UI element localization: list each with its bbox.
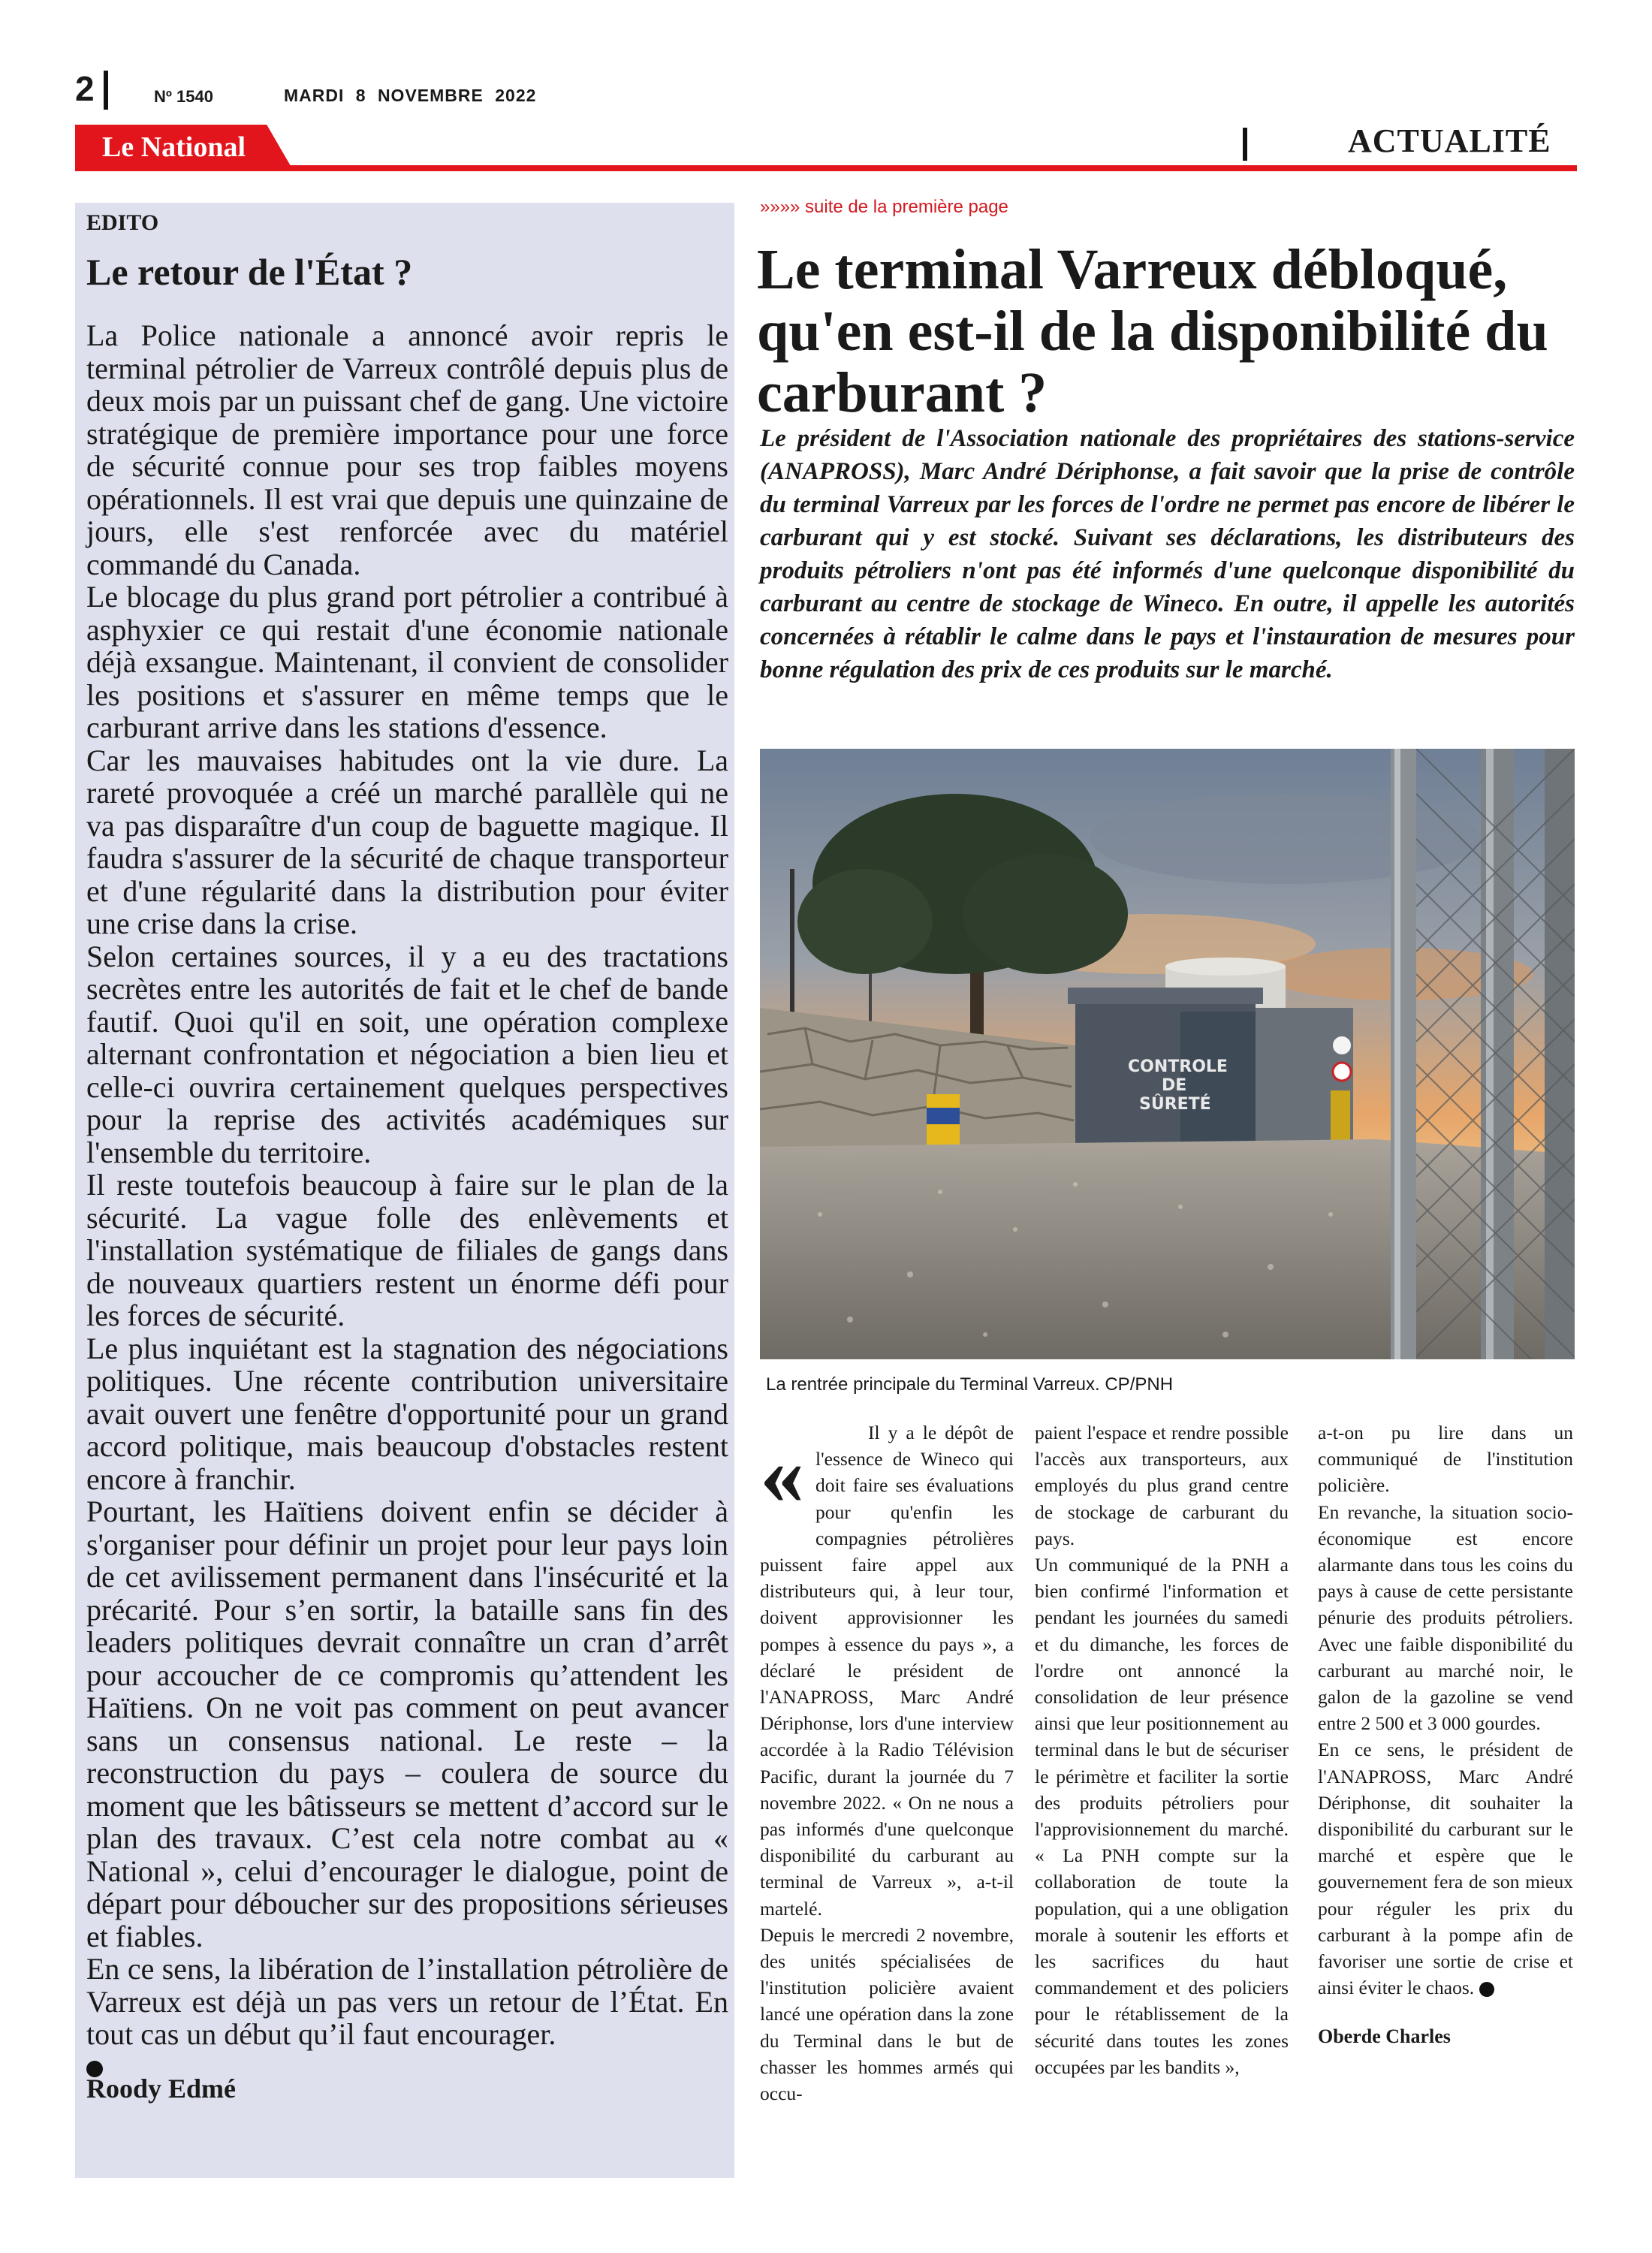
edito-paragraph: La Police nationale a annoncé avoir repris le terminal pétrolier de Varreux contrôlé depuis plus de deux mois par un puissant chef de gang. Une victoire stratégique de première importance pour une force de sécurité connue pour ses trop faibles moyens opérationnels. Il est vrai que depuis une quinzaine de jours, elle s'est renforcée avec du matériel commandé du Canada.	[86, 318, 728, 581]
edito-paragraph: Le plus inquiétant est la stagnation des négociations politiques. Une récente contribution universitaire avait ouvert une fenêtre d'opportunité pour un grand accord politique, mais beaucoup d'obstacles restent encore à franchir.	[86, 1331, 728, 1496]
article-paragraph: paient l'espace et rendre possible l'accès aux transporteurs, aux employés du plus grand centre de stockage de carburant du pays.	[1035, 1422, 1289, 1549]
edito-signature: Roody Edmé	[86, 2074, 237, 2104]
edito-paragraph: Selon certaines sources, il y a eu des tractations secrètes entre les autorités de fait et le chef de bande fautif. Quoi qu'il en soit, une opération complexe alternant confrontation et négociation a bien lieu et celle-ci ouvrira certainement quelques perspectives pour la reprise des activités académiques sur l'ensemble du territoire.	[86, 939, 728, 1169]
edito-paragraph: Pourtant, les Haïtiens doivent enfin se décider à s'organiser pour définir un projet pour leur pays loin de cet avilissement permanent dans l'insécurité et la précarité. Pour s’en sortir, la bataille sans fin des leaders politiques devrait connaître un cran d’arrêt pour accoucher de ce compromis qu’attendent les Haïtiens. On ne voit pas comment on peut avancer sans un consensus national. Le reste – la reconstruction du pays – coulera de source du moment que les bâtisseurs se mettent d’accord sur le plan des travaux. C’est cela notre combat au « National », celui d’encourager le dialogue, point de départ pour déboucher sur des propositions sérieuses et fiables.	[86, 1494, 728, 1953]
article-paragraph-text: En ce sens, le président de l'ANAPROSS, Marc André Dériphonse, dit souhaiter la disponibilité du carburant sur le marché et espère que le gouvernement fera de son mieux pour réguler les prix du carburant à la pompe afin de favoriser une sortie de crise et ainsi éviter le chaos.	[1318, 1739, 1573, 1999]
edito-body	[86, 319, 728, 2083]
sign-line-3: SÛRETÉ	[1139, 1095, 1211, 1114]
sign-line-2: DE	[1162, 1076, 1187, 1095]
page-number-divider	[104, 71, 108, 110]
sign-line-1: CONTROLE	[1128, 1057, 1228, 1076]
article-paragraph: Il y a le dépôt de l'essence de Wineco qui doit faire ses évaluations pour qu'enfin les compagnies pétrolières puissent faire appel aux distributeurs qui, à leur tour, doivent approvisionner les pompes à essence du pays », a déclaré le président de l'ANAPROSS, Marc André Dériphonse, lors d'une interview accordée à la Radio Télévision Pacific, durant la journée du 7 novembre 2022. « On ne nous a pas informés d'une quelconque disponibilité du carburant au terminal de Varreux », a-t-il martelé.	[760, 1422, 1014, 1920]
photo-caption: La rentrée principale du Terminal Varreux. CP/PNH	[766, 1374, 1174, 1395]
article-column-2	[1035, 1419, 1289, 2080]
page-number: 2	[75, 69, 95, 108]
article-paragraph	[1318, 1736, 1573, 2001]
edito-paragraph: Le blocage du plus grand port pétrolier a contribué à asphyxier ce qui restait d'une économie nationale déjà exsangue. Maintenant, il convient de consolider les positions et s'assurer en même temps que le carburant arrive dans les stations d'essence.	[86, 580, 728, 744]
article-paragraph: Depuis le mercredi 2 novembre, des unités spécialisées de l'institution policière avaient lancé une opération dans la zone du Terminal dans le but de chasser les hommes armés qui occu-	[760, 1923, 1014, 2105]
article-paragraph: En revanche, la situation socio-économique est encore alarmante dans tous les coins du pays à cause de cette persistante pénurie des produits pétroliers. Avec une faible disponibilité du carburant au marché noir, le galon de la gazoline se vend entre 2 500 et 3 000 gourdes.	[1318, 1500, 1573, 1735]
edito-paragraph: Il reste toutefois beaucoup à faire sur le plan de la sécurité. La vague folle des enlèvements et l'installation systématique de filiales de gangs dans de nouveaux quartiers restent un énorme défi pour les forces de sécurité.	[86, 1168, 728, 1332]
continued-label: »»»» suite de la première page	[760, 197, 1008, 217]
drop-quote-mark: «	[760, 1425, 804, 1523]
article-column-3	[1318, 1419, 1573, 2050]
header-rule	[75, 165, 1577, 171]
edito-paragraph: Car les mauvaises habitudes ont la vie dure. La rareté provoquée a créé un marché parallèle qui ne va pas disparaître d'un coup de baguette magique. Il faudra s'assurer de la sécurité de chaque transporteur et d'une régularité dans la distribution pour éviter une crise dans la crise.	[86, 743, 728, 940]
section-divider	[1243, 128, 1247, 161]
article-author: Oberde Charles	[1318, 2025, 1451, 2048]
end-mark-icon	[1479, 1982, 1494, 1997]
issue-number: Nº 1540	[154, 87, 213, 106]
edito-kicker: EDITO	[86, 210, 159, 235]
article-paragraph: Un communiqué de la PNH a bien confirmé l'information et pendant les journées du samedi et du dimanche, les forces de l'ordre ont annoncé la consolidation de leur présence ainsi que leur positionnement au terminal dans le but de sécuriser le périmètre et faciliter la sortie des produits pétroliers pour l'approvisionnement du marché. « La PNH compte sur la collaboration de toute la population, qui a une obligation morale à soutenir les efforts et les sacrifices du haut commandement et des policiers pour le rétablissement de la sécurité dans toutes les zones occupées par les bandits »,	[1035, 1554, 1289, 2078]
article-column-1	[760, 1419, 1014, 2107]
issue-date: MARDI 8 NOVEMBRE 2022	[284, 86, 537, 105]
edito-title: Le retour de l'État ?	[86, 251, 413, 293]
article-photo	[760, 749, 1575, 1359]
brand-name: Le National	[102, 131, 246, 163]
article-paragraph: a-t-on pu lire dans un communiqué de l'institution policière.	[1318, 1422, 1573, 1497]
article-headline: Le terminal Varreux débloqué, qu'en est-il de la disponibilité du carburant ?	[757, 238, 1548, 424]
article-standfirst: Le président de l'Association nationale des propriétaires des stations-service (ANAPROSS), Marc André Dériphonse, a fait savoir que la prise de contrôle du terminal Varreux par les forces de l'ordre ne permet pas encore de libérer le carburant qui y est stocké. Suivant ses déclarations, les distributeurs des produits pétroliers n'ont pas été informés d'une quelconque disponibilité du carburant au centre de stockage de Wineco. En outre, il appelle les autorités concernées à rétablir le calme dans le pays et l'instauration de mesures pour bonne régulation des prix de ces produits sur le marché.	[760, 425, 1575, 683]
edito-paragraph: En ce sens, la libération de l’installation pétrolière de Varreux est déjà un pas vers un retour de l’État. En tout cas un début qu’il faut encourager.	[86, 1952, 728, 2051]
section-name: ACTUALITÉ	[1348, 122, 1551, 159]
